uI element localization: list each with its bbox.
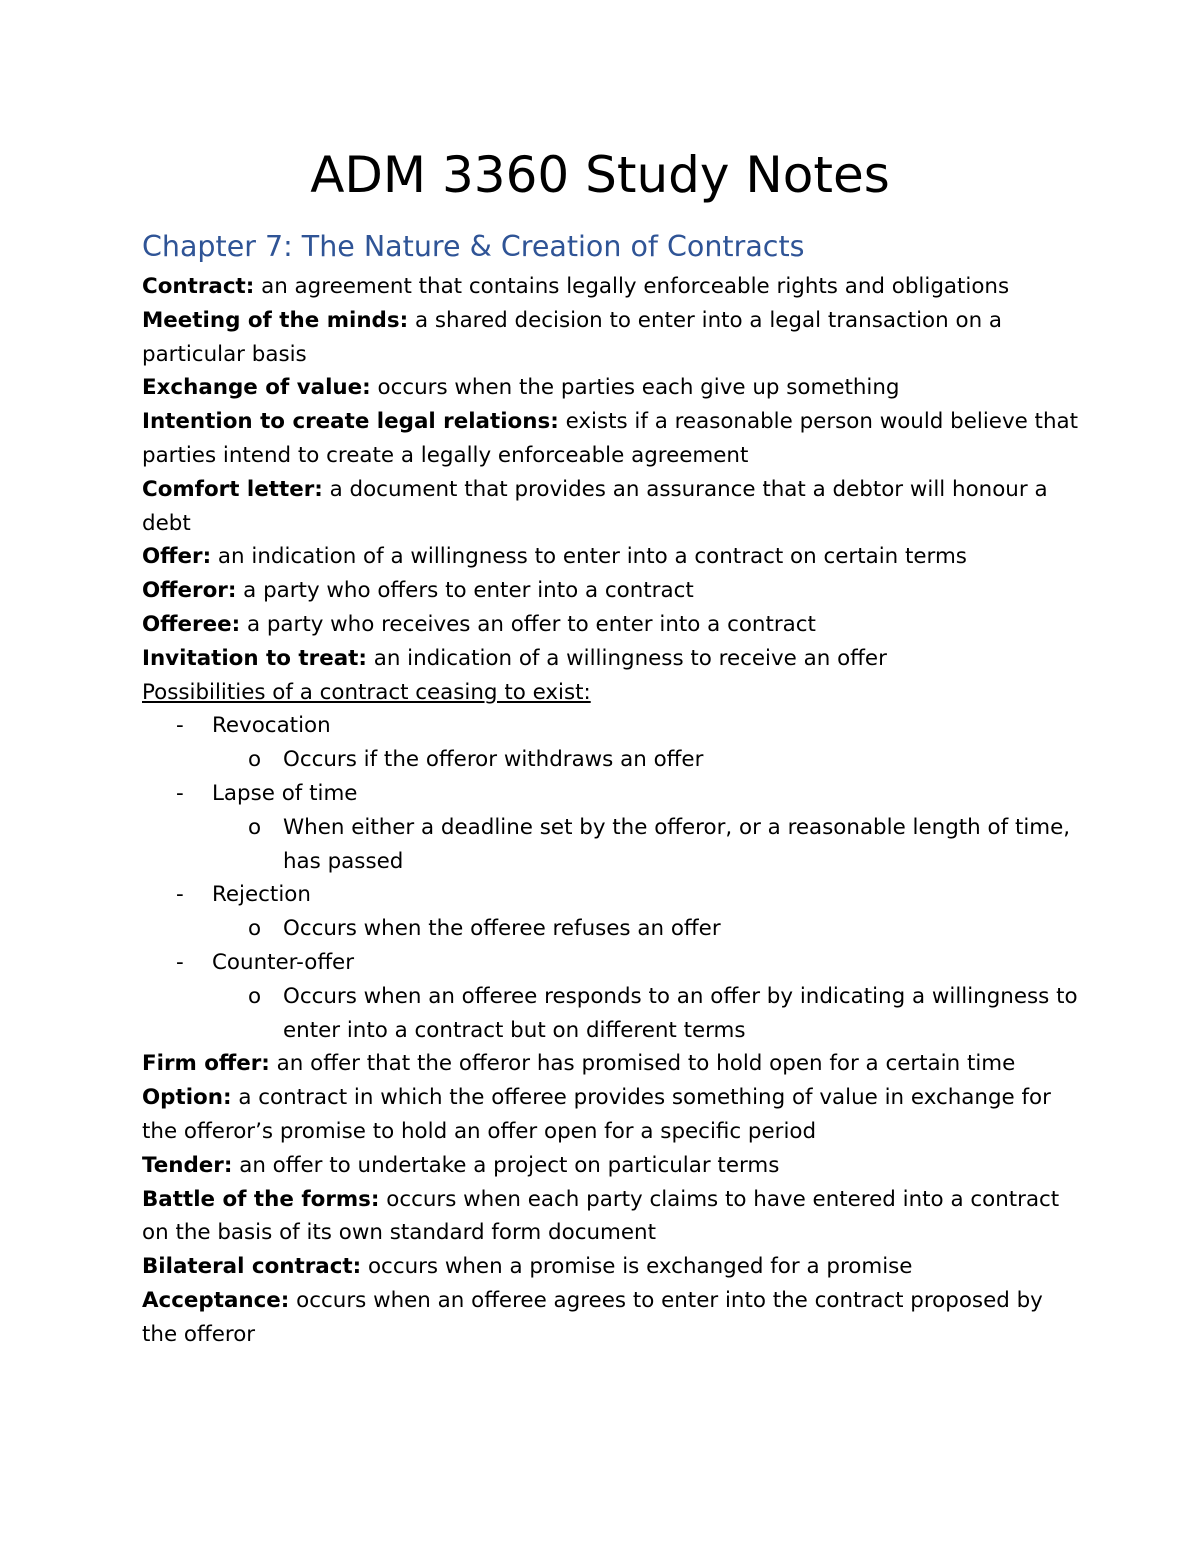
definition-term: Contract: xyxy=(142,274,255,299)
circle-bullet-icon: o xyxy=(248,983,262,1009)
circle-bullet-icon: o xyxy=(248,747,262,773)
definition-text: exists if a reasonable person would believe that parties intend to create a legally enforceable agreement xyxy=(142,409,1078,468)
page-title: ADM 3360 Study Notes xyxy=(310,146,890,204)
definition-term: Bilateral contract: xyxy=(142,1254,362,1280)
definition-text: a document that provides an assurance that a debtor will honour a debt xyxy=(142,476,1048,536)
definition-term: Offeree: xyxy=(142,611,241,637)
sub-list-item-text: Occurs when an offeree responds to an offer by indicating a willingness to enter into a contract but on different terms xyxy=(283,983,1078,1043)
definition-text: an offer to undertake a project on particular terms xyxy=(232,1152,780,1178)
definition-term: Intention to create legal relations: xyxy=(142,409,559,435)
list-item-lapse-of-time xyxy=(142,777,1082,811)
sub-list-item xyxy=(142,743,1082,777)
definition-offeror xyxy=(142,574,1082,608)
possibilities-heading: Possibilities of a contract ceasing to exist: xyxy=(142,679,591,705)
list-item-rejection xyxy=(142,878,1082,912)
sub-list-item-text: Occurs when the offeree refuses an offer xyxy=(283,916,721,942)
definition-comfort-letter xyxy=(142,473,1082,541)
definition-text: a shared decision to enter into a legal transaction on a particular basis xyxy=(142,307,1003,367)
definition-term: Invitation to treat: xyxy=(142,645,367,671)
definition-term: Offer: xyxy=(142,544,212,570)
definition-acceptance xyxy=(142,1284,1082,1352)
list-item-label: Revocation xyxy=(212,713,331,739)
definition-text: a party who offers to enter into a contract xyxy=(236,578,694,604)
definition-term: Offeror: xyxy=(142,578,237,604)
definition-term: Comfort letter: xyxy=(142,476,323,502)
list-item-label: Rejection xyxy=(212,882,311,908)
definition-term: Acceptance: xyxy=(142,1287,290,1313)
notes-body xyxy=(142,270,1082,1352)
definition-contract xyxy=(142,270,1082,304)
dash-marker: - xyxy=(176,780,184,806)
definition-bilateral-contract xyxy=(142,1250,1082,1284)
definition-text: a party who receives an offer to enter into a contract xyxy=(240,611,816,637)
list-item-label: Counter-offer xyxy=(212,949,355,975)
definition-firm-offer xyxy=(142,1047,1082,1081)
definition-text: occurs when an offeree agrees to enter into the contract proposed by the offeror xyxy=(142,1287,1043,1347)
definition-offer xyxy=(142,540,1082,574)
definition-text: occurs when the parties each give up something xyxy=(370,375,900,401)
sub-list-item xyxy=(142,912,1082,946)
definition-text: an agreement that contains legally enforceable rights and obligations xyxy=(254,274,1010,299)
definition-battle-of-forms xyxy=(142,1183,1082,1251)
sub-list-item-text: When either a deadline set by the offeror, or a reasonable length of time, has passed xyxy=(283,814,1071,874)
list-item-revocation xyxy=(142,709,1082,743)
definition-meeting-of-minds xyxy=(142,304,1082,372)
definition-invitation-to-treat xyxy=(142,642,1082,676)
definition-offeree xyxy=(142,608,1082,642)
definition-text: an indication of a willingness to receive an offer xyxy=(366,645,887,671)
definition-intention xyxy=(142,405,1082,473)
definition-option xyxy=(142,1081,1082,1149)
definition-term: Firm offer: xyxy=(142,1051,270,1077)
definition-text: occurs when each party claims to have entered into a contract on the basis of its own standard form document xyxy=(142,1186,1060,1246)
definition-term: Battle of the forms: xyxy=(142,1186,380,1212)
definition-term: Exchange of value: xyxy=(142,375,371,401)
circle-bullet-icon: o xyxy=(248,814,262,840)
list-item-counter-offer xyxy=(142,946,1082,980)
definition-term: Meeting of the minds: xyxy=(142,307,409,333)
definition-text: an offer that the offeror has promised to hold open for a certain time xyxy=(269,1051,1016,1077)
definition-text: a contract in which the offeree provides something of value in exchange for the offeror’s promise to hold an offer open for a specific period xyxy=(142,1085,1051,1144)
dash-marker: - xyxy=(176,949,184,975)
sub-list-item xyxy=(142,980,1082,1048)
chapter-heading: Chapter 7: The Nature & Creation of Contracts xyxy=(142,230,805,263)
definition-tender xyxy=(142,1149,1082,1183)
definition-term: Option: xyxy=(142,1085,232,1111)
sub-list-item-text: Occurs if the offeror withdraws an offer xyxy=(283,747,704,773)
list-item-label: Lapse of time xyxy=(212,780,358,806)
circle-bullet-icon: o xyxy=(248,916,262,942)
dash-marker: - xyxy=(176,713,184,739)
definition-text: an indication of a willingness to enter into a contract on certain terms xyxy=(211,544,967,570)
definition-text: occurs when a promise is exchanged for a promise xyxy=(361,1254,913,1280)
sub-list-item xyxy=(142,811,1082,879)
definition-exchange-of-value xyxy=(142,371,1082,405)
definition-term: Tender: xyxy=(142,1152,233,1178)
dash-marker: - xyxy=(176,882,184,908)
